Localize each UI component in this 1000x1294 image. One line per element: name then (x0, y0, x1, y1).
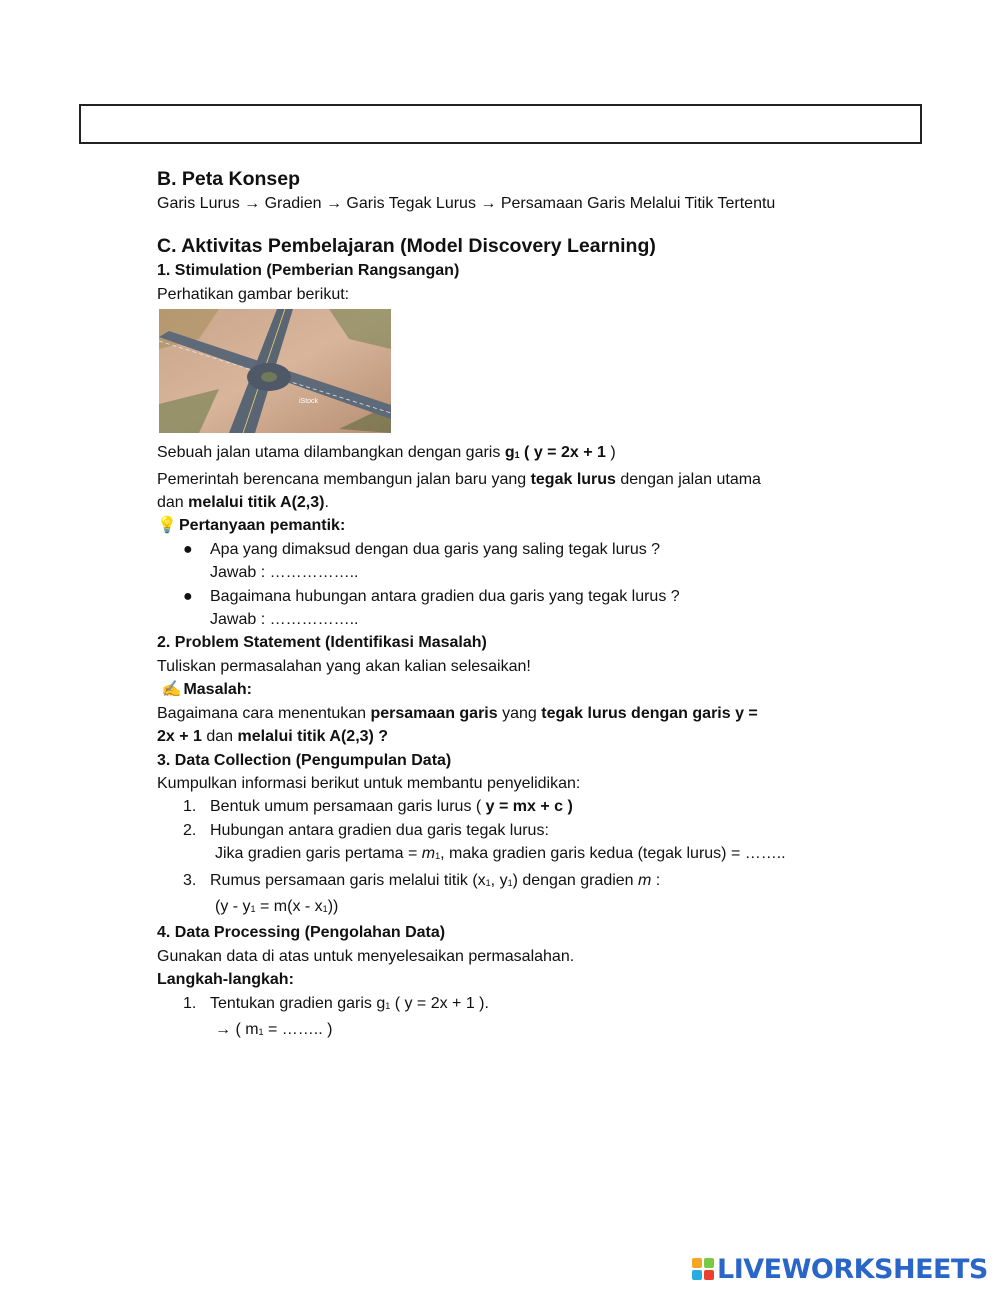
processing-heading: 4. Data Processing (Pengolahan Data) (157, 924, 446, 942)
step1-answer-line: → ( $m_1$ = …….. ) (215, 1020, 333, 1038)
problem-text-2: 2x + 1 dan melalui titik A(2,3) ? (157, 728, 389, 746)
answer-input-box[interactable] (79, 104, 922, 144)
lightbulb-icon: 💡 (157, 517, 177, 535)
list-item: 1. Tentukan gradien garis $g_1$ ( y = 2x + 1 ). (183, 994, 489, 1012)
prompt-label-row: 💡 Pertanyaan pemantik: (157, 514, 857, 537)
steps-label: Langkah-langkah: (157, 971, 294, 989)
question-item: ● Bagaimana hubungan antara gradien dua garis yang tegak lurus ? (183, 587, 680, 605)
gradient-relation-line: Jika gradien garis pertama = $m_1$, maka gradien garis kedua (tegak lurus) = …….. (215, 845, 786, 863)
prompt-questions (157, 538, 857, 632)
collection-intro: Kumpulkan informasi berikut untuk membantu penyelidikan: (157, 774, 581, 792)
liveworksheets-logo (692, 1254, 988, 1284)
list-item: 3. Rumus persamaan garis melalui titik ($x_1$, $y_1$) dengan gradien m : (183, 871, 661, 889)
liveworksheets-logo-icon (692, 1258, 714, 1280)
plan-statement: Pemerintah berencana membangun jalan baru yang tegak lurus dengan jalan utama (157, 470, 761, 488)
stimulation-intro: Perhatikan gambar berikut: (157, 285, 350, 303)
answer-line: Jawab : …………….. (210, 564, 359, 582)
stimulation-heading: 1. Stimulation (Pemberian Rangsangan) (157, 262, 460, 280)
collection-list (157, 795, 857, 842)
brand-name: LIVEWORKSHEETS (717, 1253, 988, 1285)
worksheet-content (157, 166, 857, 1044)
section-c-title: C. Aktivitas Pembelajaran (Model Discovery Learning) (157, 235, 656, 258)
problem-heading: 2. Problem Statement (Identifikasi Masalah) (157, 634, 487, 652)
processing-intro: Gunakan data di atas untuk menyelesaikan permasalahan. (157, 947, 575, 965)
collection-heading: 3. Data Collection (Pengumpulan Data) (157, 751, 452, 769)
problem-label-row: ✍️ Masalah: (157, 678, 857, 701)
writing-hand-icon: ✍️ (161, 681, 182, 699)
plan-statement-2: dan melalui titik A(2,3). (157, 494, 329, 512)
collection-list-cont (157, 869, 857, 895)
concept-map-text: Garis Lurus → Gradien → Garis Tegak Lurus → Persamaan Garis Melalui Titik Tertentu (157, 195, 776, 212)
road-statement: Sebuah jalan utama dilambangkan dengan garis $g_1$ ( y = 2x + 1 ) (157, 444, 616, 462)
road-intersection-photo (159, 309, 391, 433)
watermark-text: iStock (299, 398, 319, 406)
answer-line: Jawab : …………….. (210, 611, 359, 629)
steps-list (157, 992, 857, 1018)
section-b-title: B. Peta Konsep (157, 168, 301, 190)
list-item: 1. Bentuk umum persamaan garis lurus ( y = mx + c ) (183, 798, 573, 816)
point-slope-formula: $(y - y_1 = m(x - x_1))$ (215, 897, 339, 915)
problem-text: Bagaimana cara menentukan persamaan garis yang tegak lurus dengan garis y = (157, 704, 758, 722)
question-item: ● Apa yang dimaksud dengan dua garis yang saling tegak lurus ? (183, 540, 661, 558)
problem-intro: Tuliskan permasalahan yang akan kalian selesaikan! (157, 657, 531, 675)
list-item: 2. Hubungan antara gradien dua garis tegak lurus: (183, 821, 549, 839)
